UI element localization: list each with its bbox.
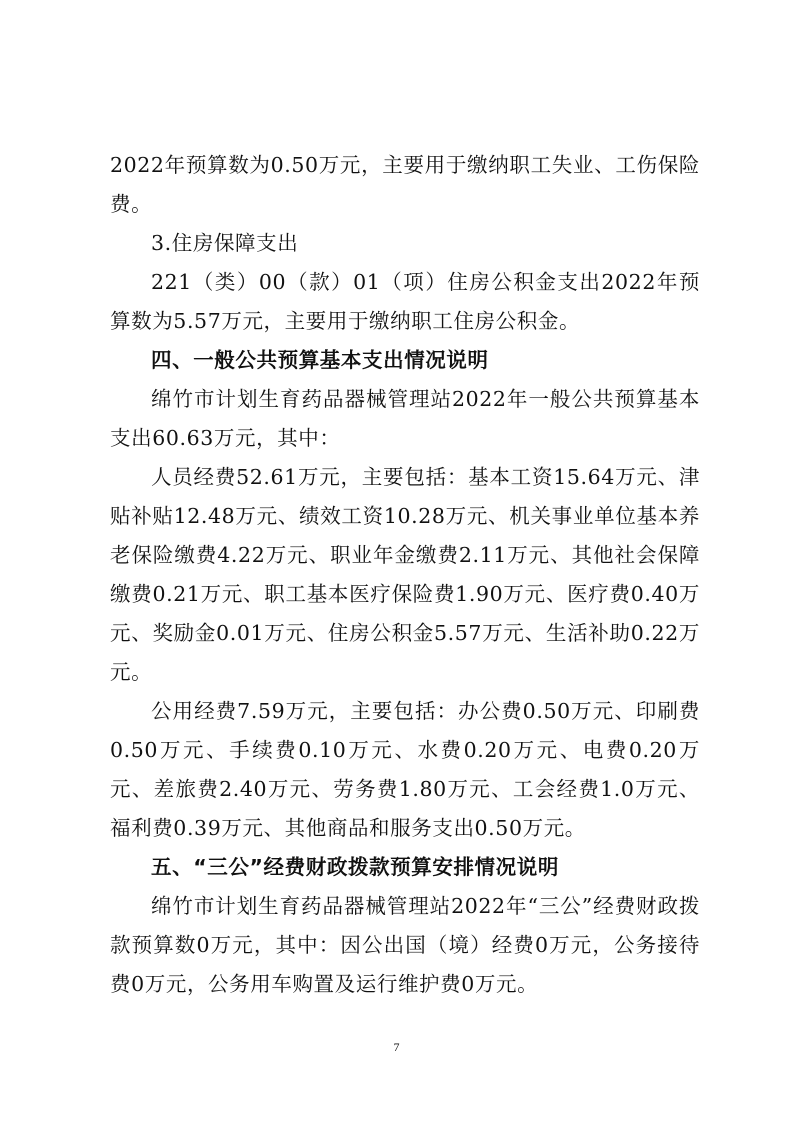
paragraph-personnel-expenses: 人员经费52.61万元，主要包括：基本工资15.64万元、津贴补贴12.48万元、绩效工资10.28万元、机关事业单位基本养老保险缴费4.22万元、职业年金缴费2.11万元、其他社会保障缴费0.21万元、职工基本医疗保险费1.90万元、医疗费0.40万元、奖励金0.01万元、住房公积金5.57万元、生活补助0.22万元。 <box>110 465 700 684</box>
paragraph-public-expenses: 公用经费7.59万元，主要包括：办公费0.50万元、印刷费0.50万元、手续费0.10万元、水费0.20万元、电费0.20万元、差旅费2.40万元、劳务费1.80万元、工会经费1.0万元、福利费0.39万元、其他商品和服务支出0.50万元。 <box>110 699 700 840</box>
section-heading-basic-expenditure: 四、一般公共预算基本支出情况说明 <box>151 348 489 372</box>
paragraph-housing-fund: 221（类）00（款）01（项）住房公积金支出2022年预算数为5.57万元，主要用于缴纳职工住房公积金。 <box>110 270 700 333</box>
paragraph-unemployment-insurance: 2022年预算数为0.50万元，主要用于缴纳职工失业、工伤保险费。 <box>110 153 700 216</box>
subheading-housing-security: 3.住房保障支出 <box>151 231 299 255</box>
section-heading-three-public: 五、“三公”经费财政拨款预算安排情况说明 <box>151 855 559 879</box>
page-number: 7 <box>393 1040 400 1054</box>
paragraph-three-public-budget: 绵竹市计划生育药品器械管理站2022年“三公”经费财政拨款预算数0万元，其中：因公出国（境）经费0万元，公务接待费0万元，公务用车购置及运行维护费0万元。 <box>110 894 700 996</box>
document-body <box>110 146 700 1004</box>
paragraph-basic-expenditure-total: 绵竹市计划生育药品器械管理站2022年一般公共预算基本支出60.63万元，其中： <box>110 387 700 450</box>
